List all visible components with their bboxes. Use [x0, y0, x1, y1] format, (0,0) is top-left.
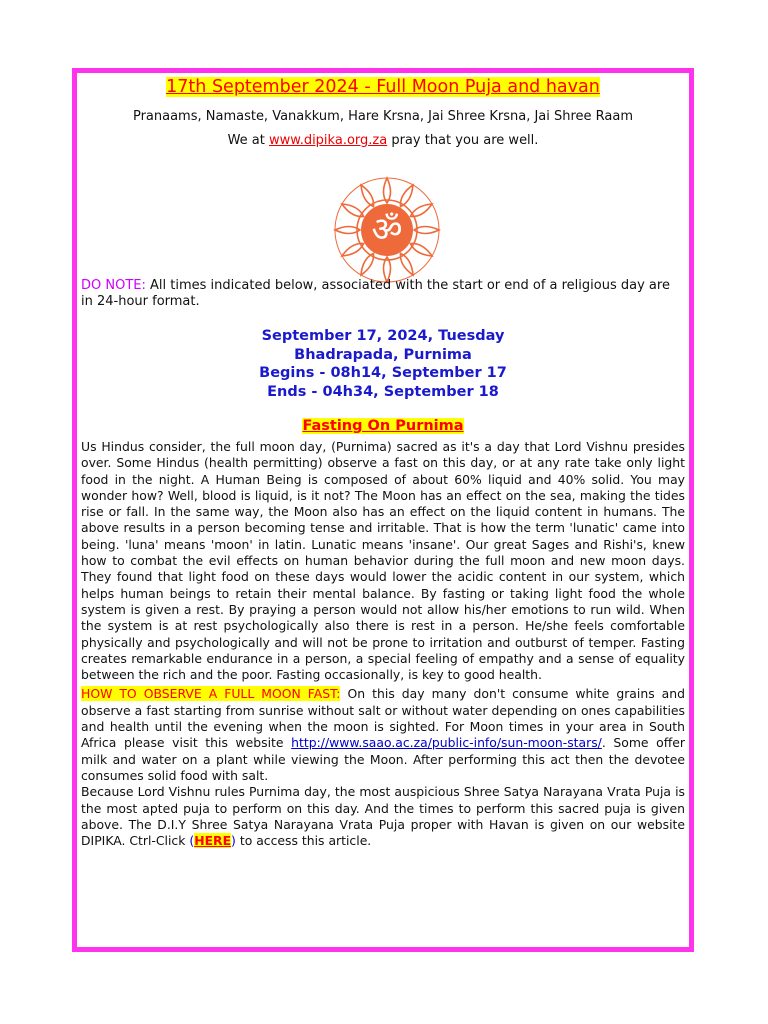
article-body	[81, 439, 685, 849]
fasting-heading	[77, 415, 689, 434]
paragraph-intro: Us Hindus consider, the full moon day, (Purnima) sacred as it's a day that Lord Vishnu presides over. Some Hindus (health permitting) observe a fast on this day, or at any rate take only light food in the night. A Human Being is composed of about 60% liquid and 40% solid. You may wonder how? Well, blood is liquid, is it not? The Moon has an effect on the sea, making the tides rise or fall. In the same way, the Moon also has an effect on the liquid content in humans. The above results in a person becoming tense and irritable. That is how the term 'lunatic' came into being. 'luna' means 'moon' in latin. Lunatic means 'insane'. Our great Sages and Rishi's, knew how to combat the evil effects on human behavior during the full moon and new moon days. They found that light food on these days would lower the acidic content in our system, which helps human beings to retain their mental balance. By fasting or taking light food the whole system is given a rest. By praying a person would not allow his/her emotions to run wild. When the system is at rest psychologically also there is rest in a person. He/she feels comfortable physically and psychologically and will not be prone to irritation and outburst of temper. Fasting creates remarkable endurance in a person, a special feeling of empathy and a sense of equality between the rich and the poor. Fasting occasionally, is key to good health.	[81, 439, 685, 683]
greeting-line: Pranaams, Namaste, Vanakkum, Hare Krsna, Jai Shree Krsna, Jai Shree Raam	[132, 109, 634, 124]
here-link[interactable]: HERE	[194, 833, 232, 849]
saao-link[interactable]: http://www.saao.ac.za/public-info/sun-moon-stars/	[291, 735, 602, 751]
paragraph-vishnu	[81, 784, 685, 849]
how-to-text: On this day many don't consume white grains and observe a fast starting from sunrise without salt or without water depending on ones capabilities and health until the evening when the moon is sighted. For Moon times in your area in South Africa please visit this website	[81, 686, 685, 751]
svg-text:ॐ: ॐ	[371, 210, 403, 250]
welcome-prefix: We at	[227, 133, 269, 148]
date-line-4: Ends - 04h34, September 18	[267, 383, 499, 400]
welcome-line	[77, 133, 689, 148]
how-to-text-2: . Some offer milk and water on a plant while viewing the Moon. After performing this act then the devotee consumes solid food with salt.	[81, 735, 685, 783]
note-label: DO NOTE:	[81, 278, 146, 293]
fasting-heading-text: Fasting On Purnima	[302, 418, 464, 434]
om-symbol-icon	[330, 173, 444, 287]
here-close-paren: )	[231, 833, 236, 849]
welcome-suffix: pray that you are well.	[387, 133, 539, 148]
date-line-1: September 17, 2024, Tuesday	[261, 328, 505, 344]
page-title-text: 17th September 2024 - Full Moon Puja and havan	[166, 77, 600, 97]
vishnu-text-2: to access this article.	[235, 833, 372, 849]
date-line-3: Begins - 08h14, September 17	[259, 365, 507, 381]
date-line-2: Bhadrapada, Purnima	[294, 346, 472, 363]
how-to-label: HOW TO OBSERVE A FULL MOON FAST:	[81, 686, 341, 702]
date-block	[77, 327, 689, 401]
here-open-paren: (	[189, 833, 195, 849]
vishnu-text: Because Lord Vishnu rules Purnima day, the most auspicious Shree Satya Narayana Vrata Puja is the most apted puja to perform on this day. And the times to perform this sacred puja is given above. The D.I.Y Shree Satya Narayana Vrata Puja proper with Havan is given on our website DIPIKA. Ctrl-Click	[81, 784, 685, 849]
page-title	[77, 77, 689, 97]
format-note	[81, 278, 685, 310]
document-frame	[72, 68, 694, 952]
dipika-link[interactable]: www.dipika.org.za	[268, 133, 388, 148]
note-text: All times indicated below, associated with the start or end of a religious day are in 24-hour format.	[81, 278, 670, 309]
paragraph-how-to	[81, 686, 685, 784]
